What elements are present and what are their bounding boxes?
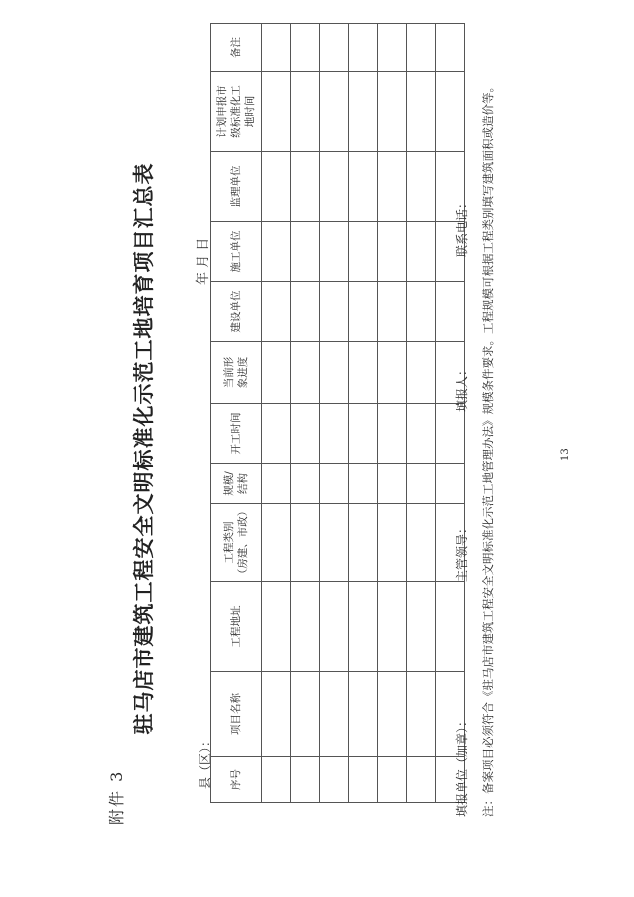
- table-cell: [291, 504, 320, 582]
- table-cell: [407, 152, 436, 222]
- column-header: 当前形 象进度: [211, 342, 262, 404]
- table-row: [436, 24, 465, 803]
- table-cell: [378, 672, 407, 757]
- column-header: 监理单位: [211, 152, 262, 222]
- table-cell: [407, 404, 436, 464]
- table-cell: [407, 72, 436, 152]
- table-cell: [320, 24, 349, 72]
- table-cell: [349, 672, 378, 757]
- column-header: 序号: [211, 757, 262, 803]
- table-cell: [349, 757, 378, 803]
- column-header: 计划申报市 级标准化工 地时间: [211, 72, 262, 152]
- table-cell: [378, 72, 407, 152]
- table-row: [320, 24, 349, 803]
- date-label: 年 月 日: [196, 237, 211, 285]
- footnote: 注：备案项目必须符合《驻马店市建筑工程安全文明标准化示范工地管理办法》规模条件要求。工程规模可根据工程类别填写建筑面积或造价等。: [481, 81, 495, 817]
- table-row: [407, 24, 436, 803]
- table-cell: [291, 757, 320, 803]
- column-header: 工程地址: [211, 582, 262, 672]
- table-cell: [378, 404, 407, 464]
- table-cell: [378, 152, 407, 222]
- table-cell: [407, 282, 436, 342]
- table-cell: [378, 504, 407, 582]
- table-cell: [436, 282, 465, 342]
- table-cell: [378, 282, 407, 342]
- table-cell: [262, 757, 291, 803]
- table-cell: [320, 222, 349, 282]
- table-cell: [320, 672, 349, 757]
- table-cell: [320, 504, 349, 582]
- table-cell: [320, 757, 349, 803]
- table-cell: [262, 72, 291, 152]
- table-cell: [320, 342, 349, 404]
- table-cell: [349, 282, 378, 342]
- table-cell: [407, 504, 436, 582]
- table-row: [378, 24, 407, 803]
- table-cell: [378, 342, 407, 404]
- table-cell: [262, 282, 291, 342]
- column-header: 项目名称: [211, 672, 262, 757]
- table-row: [291, 24, 320, 803]
- column-header: 备注: [211, 24, 262, 72]
- table-cell: [436, 582, 465, 672]
- table-cell: [378, 757, 407, 803]
- table-cell: [262, 404, 291, 464]
- table-row: [349, 24, 378, 803]
- table-cell: [407, 672, 436, 757]
- table-cell: [262, 672, 291, 757]
- table-cell: [291, 672, 320, 757]
- table-cell: [349, 504, 378, 582]
- table-cell: [349, 582, 378, 672]
- column-header: 规模/ 结构: [211, 464, 262, 504]
- table-cell: [349, 24, 378, 72]
- footer-filler-label: 填报人：: [455, 363, 469, 412]
- table-cell: [407, 582, 436, 672]
- table-cell: [436, 464, 465, 504]
- table-cell: [378, 222, 407, 282]
- table-cell: [291, 282, 320, 342]
- summary-table: [210, 23, 465, 803]
- table-cell: [291, 582, 320, 672]
- table-cell: [262, 152, 291, 222]
- table-cell: [407, 24, 436, 72]
- table-cell: [378, 464, 407, 504]
- county-label: 县（区）：: [198, 734, 212, 789]
- table-cell: [349, 152, 378, 222]
- table-cell: [320, 72, 349, 152]
- table-cell: [262, 342, 291, 404]
- table-cell: [291, 342, 320, 404]
- table-cell: [349, 72, 378, 152]
- table-cell: [378, 24, 407, 72]
- column-header: 开工时间: [211, 404, 262, 464]
- table-cell: [407, 222, 436, 282]
- footer-phone-label: 联系电话：: [455, 196, 469, 257]
- table-cell: [407, 464, 436, 504]
- table-cell: [407, 757, 436, 803]
- table-cell: [291, 222, 320, 282]
- table-cell: [349, 404, 378, 464]
- column-header: 工程类别 （房建、市政）: [211, 504, 262, 582]
- table-header-row: [211, 24, 262, 803]
- footer-unit-label: 填报单位（加章）：: [455, 714, 469, 817]
- table-cell: [320, 152, 349, 222]
- table-cell: [291, 404, 320, 464]
- table-cell: [262, 582, 291, 672]
- table-cell: [291, 464, 320, 504]
- table-cell: [407, 342, 436, 404]
- attachment-label: 附件 3: [107, 769, 126, 825]
- table-cell: [262, 464, 291, 504]
- table-cell: [262, 504, 291, 582]
- table-cell: [320, 404, 349, 464]
- table-cell: [436, 404, 465, 464]
- table-cell: [320, 464, 349, 504]
- table-cell: [349, 222, 378, 282]
- table-cell: [262, 222, 291, 282]
- table-cell: [262, 24, 291, 72]
- table-cell: [320, 582, 349, 672]
- table-cell: [436, 72, 465, 152]
- table-cell: [291, 152, 320, 222]
- table-cell: [436, 24, 465, 72]
- table-row: [262, 24, 291, 803]
- table-cell: [320, 282, 349, 342]
- table-cell: [291, 24, 320, 72]
- column-header: 施工单位: [211, 222, 262, 282]
- table-cell: [291, 72, 320, 152]
- footer-leader-label: 主管领导：: [455, 521, 469, 582]
- page-title: 驻马店市建筑工程安全文明标准化示范工地培育项目汇总表: [131, 162, 156, 735]
- table-cell: [349, 464, 378, 504]
- column-header: 建设单位: [211, 282, 262, 342]
- table-cell: [378, 582, 407, 672]
- table-cell: [349, 342, 378, 404]
- page-number: 13: [560, 448, 571, 461]
